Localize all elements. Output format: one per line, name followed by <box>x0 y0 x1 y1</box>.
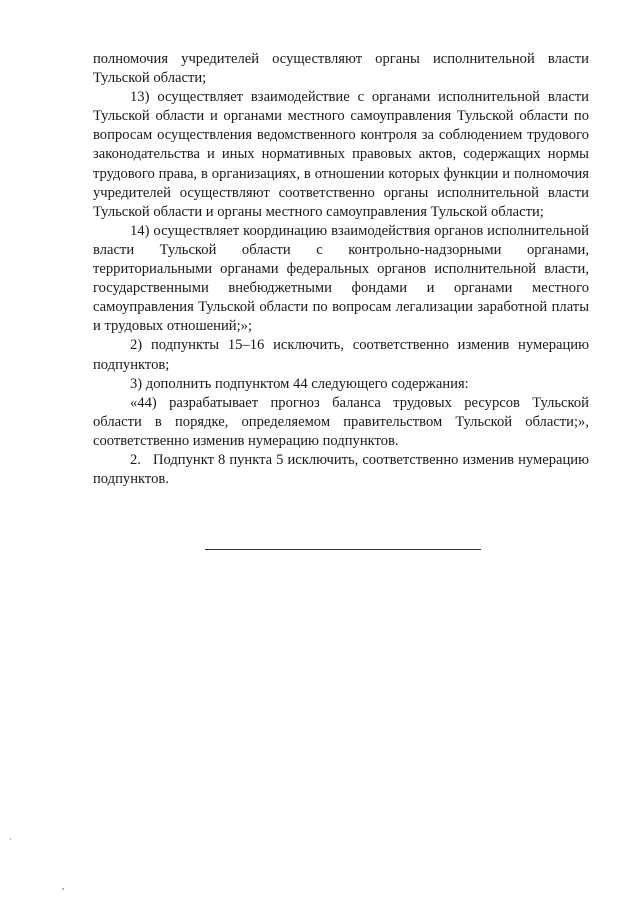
end-divider-line <box>205 549 481 550</box>
paragraph-point-2: 2. Подпункт 8 пункта 5 исключить, соответственно изменив нумерацию подпунктов. <box>93 451 593 488</box>
scan-speck <box>10 838 11 840</box>
paragraph-item-13: 13) осуществляет взаимодействие с органами исполнительной власти Тульской области и органами местного самоуправления Тульской области по вопросам осуществления ведомственного контроля за соблюдением трудового законодательства и иных нормативных правовых актов, содержащих нормы трудового права, в организациях, в отношении которых функции и полномочия учредителей осуществляют соответственно органы исполнительной власти Тульской области и органы местного самоуправления Тульской области; <box>93 89 589 220</box>
paragraph-item-44: «44) разрабатывает прогноз баланса трудовых ресурсов Тульской области в порядке, определяемом правительством Тульской области;», соответственно изменив нумерацию подпунктов. <box>93 394 589 449</box>
paragraph-continuation: полномочия учредителей осуществляют органы исполнительной власти Тульской области; <box>93 51 589 87</box>
document-body <box>93 50 593 489</box>
scan-speck <box>62 888 64 890</box>
paragraph-subpoint-2: 2) подпункты 15–16 исключить, соответственно изменив нумерацию подпунктов; <box>93 337 589 373</box>
paragraph-item-14: 14) осуществляет координацию взаимодействия органов исполнительной власти Тульской области с контрольно-надзорными органами, территориальными органами федеральных органов исполнительной власти, государственными внебюджетными фондами и органами местного самоуправления Тульской области по вопросам легализации заработной платы и трудовых отношений;»; <box>93 222 589 335</box>
paragraph-subpoint-3: 3) дополнить подпунктом 44 следующего содержания: <box>130 375 469 392</box>
